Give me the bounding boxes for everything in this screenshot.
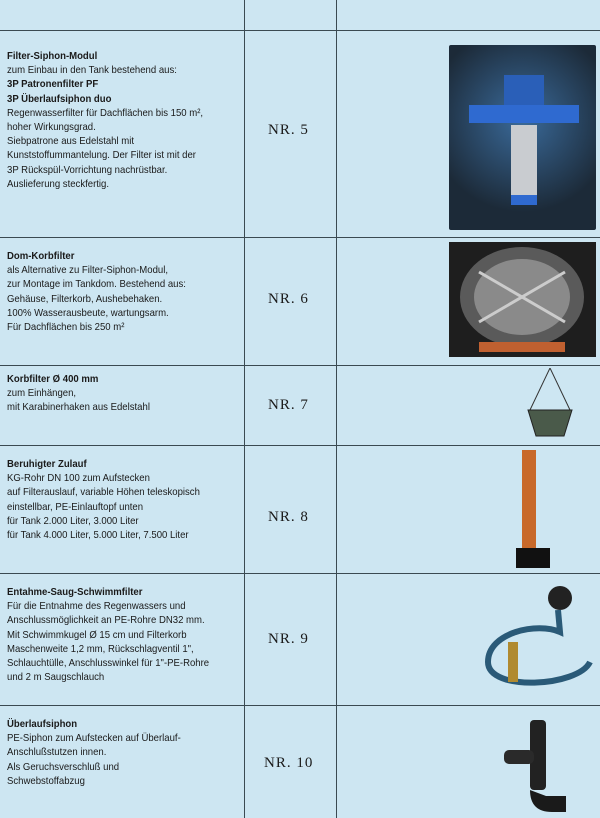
product-description — [7, 458, 244, 543]
filter-siphon-modul-photo — [449, 45, 596, 230]
saug-schwimmfilter-photo — [478, 582, 600, 697]
product-title: Filter-Siphon-Modul — [7, 51, 98, 62]
desc-line: Schwebstoffabzug — [7, 775, 85, 787]
desc-line: Schlauchtülle, Anschlusswinkel für 1"-PE-Rohre — [7, 658, 210, 670]
product-description — [7, 373, 244, 416]
product-title: Entahme-Saug-Schwimmfilter — [7, 587, 143, 598]
product-title: Beruhigter Zulauf — [7, 459, 87, 470]
product-title: Korbfilter Ø 400 mm — [7, 374, 99, 385]
product-number: NR. 5 — [268, 122, 309, 138]
korbfilter-photo — [520, 368, 580, 443]
product-title: Dom-Korbfilter — [7, 251, 75, 262]
desc-line: Kunststoffummantelung. Der Filter ist mit der — [7, 150, 196, 162]
desc-line: Für die Entnahme des Regenwassers und — [7, 601, 186, 613]
desc-line: und 2 m Saugschlauch — [7, 672, 105, 684]
desc-line: als Alternative zu Filter-Siphon-Modul, — [7, 265, 168, 277]
desc-line: zur Montage im Tankdom. Bestehend aus: — [7, 279, 186, 291]
desc-line: zum Einhängen, — [7, 388, 77, 400]
desc-line: Auslieferung steckfertig. — [7, 178, 110, 190]
desc-line: für Tank 2.000 Liter, 3.000 Liter — [7, 515, 139, 527]
desc-line: KG-Rohr DN 100 zum Aufstecken — [7, 473, 150, 485]
product-number: NR. 8 — [268, 509, 309, 525]
desc-line: Regenwasserfilter für Dachflächen bis 150 m², — [7, 107, 204, 119]
desc-line: 100% Wasserausbeute, wartungsarm. — [7, 307, 169, 319]
product-description — [7, 586, 244, 685]
ueberlaufsiphon-photo — [500, 720, 570, 815]
desc-line: Mit Schwimmkugel Ø 15 cm und Filterkorb — [7, 629, 187, 641]
desc-line: 3P Rückspül-Vorrichtung nachrüstbar. — [7, 164, 168, 176]
desc-line: zum Einbau in den Tank bestehend aus: — [7, 65, 177, 77]
desc-line: Maschenweite 1,2 mm, Rückschlagventil 1", — [7, 643, 194, 655]
product-title: Überlaufsiphon — [7, 719, 78, 730]
desc-line: einstellbar, PE-Einlauftopf unten — [7, 501, 144, 513]
desc-line: Für Dachflächen bis 250 m² — [7, 322, 125, 334]
product-number: NR. 9 — [268, 631, 309, 647]
product-description — [7, 250, 244, 335]
divider — [0, 30, 600, 31]
desc-line: für Tank 4.000 Liter, 5.000 Liter, 7.500 Liter — [7, 530, 189, 542]
beruhigter-zulauf-photo — [510, 448, 560, 573]
product-row-korbfilter — [0, 365, 600, 445]
product-description — [7, 50, 244, 192]
desc-bold-line: 3P Patronenfilter PF — [7, 79, 99, 91]
desc-line: Anschlußstutzen innen. — [7, 747, 107, 759]
product-number: NR. 6 — [268, 291, 309, 307]
desc-line: Siebpatrone aus Edelstahl mit — [7, 136, 135, 148]
desc-bold-line: 3P Überlaufsiphon duo — [7, 93, 112, 105]
dom-korbfilter-photo — [449, 242, 596, 357]
product-description — [7, 718, 244, 789]
desc-line: Gehäuse, Filterkorb, Aushebehaken. — [7, 293, 163, 305]
desc-line: mit Karabinerhaken aus Edelstahl — [7, 402, 150, 414]
desc-line: Anschlussmöglichkeit an PE-Rohre DN32 mm. — [7, 615, 205, 627]
desc-line: Als Geruchsverschluß und — [7, 761, 120, 773]
product-number: NR. 7 — [268, 397, 309, 413]
desc-line: PE-Siphon zum Aufstecken auf Überlauf- — [7, 733, 181, 745]
desc-line: hoher Wirkungsgrad. — [7, 122, 96, 134]
desc-line: auf Filterauslauf, variable Höhen teleskopisch — [7, 487, 200, 499]
product-number: NR. 10 — [264, 755, 314, 771]
